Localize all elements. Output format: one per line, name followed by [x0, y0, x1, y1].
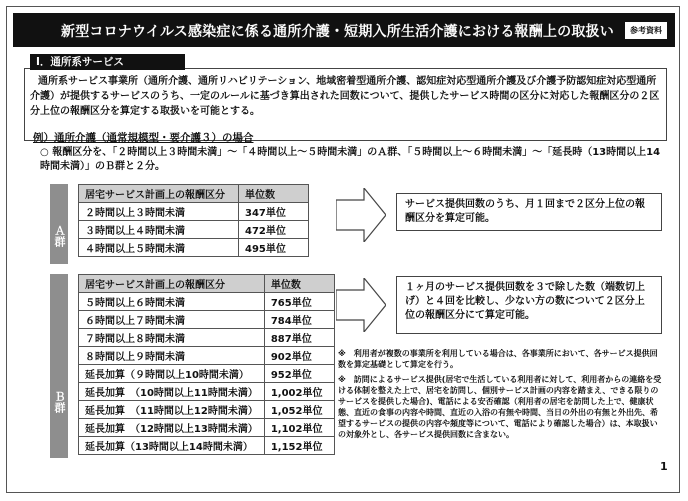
- group-a-callout: サービス提供回数のうち、月１回まで２区分上位の報酬区分を算定可能。: [396, 193, 662, 231]
- table-cell: 1,102単位: [264, 419, 334, 437]
- table-cell: 延長加算 （10時間以上11時間未満）: [79, 383, 265, 401]
- table-cell: ８時間以上９時間未満: [79, 347, 265, 365]
- header-cell: 居宅サービス計画上の報酬区分: [79, 275, 265, 293]
- page-number: 1: [660, 460, 668, 473]
- table-row: [79, 329, 335, 347]
- table-cell: ６時間以上７時間未満: [79, 311, 265, 329]
- group-b-callout: １ヶ月のサービス提供回数を３で除した数（端数切上げ）と４回を比較し、少ない方の数について２区分上位の報酬区分にて算定可能。: [396, 276, 662, 334]
- table-cell: 472単位: [239, 221, 309, 239]
- bullet-mark: ○: [40, 147, 49, 158]
- table-row: [79, 221, 309, 239]
- title-bar: [13, 13, 675, 47]
- reference-badge: 参考資料: [625, 22, 667, 39]
- table-cell: 延長加算 （12時間以上13時間未満）: [79, 419, 265, 437]
- table-cell: 765単位: [264, 293, 334, 311]
- bullet-text: 報酬区分を、「２時間以上３時間未満」～「４時間以上～５時間未満」のＡ群、「５時間以上～６時間未満」～「延長時（13時間以上14時間未満）」のＢ群と２分。: [40, 147, 661, 172]
- table-row: [79, 365, 335, 383]
- table-cell: 1,152単位: [264, 437, 334, 455]
- table-cell: ７時間以上８時間未満: [79, 329, 265, 347]
- table-cell: 延長加算 （11時間以上12時間未満）: [79, 401, 265, 419]
- group-b-table: [78, 274, 335, 455]
- header-cell: 単位数: [239, 185, 309, 203]
- table-cell: ３時間以上４時間未満: [79, 221, 239, 239]
- table-cell: 延長加算（13時間以上14時間未満）: [79, 437, 265, 455]
- header-cell: 居宅サービス計画上の報酬区分: [79, 185, 239, 203]
- table-row: [79, 401, 335, 419]
- header-cell: 単位数: [264, 275, 334, 293]
- table-row: [79, 419, 335, 437]
- table-header-row: [79, 275, 335, 293]
- group-b-tab: Ｂ群: [50, 274, 68, 458]
- table-cell: 495単位: [239, 239, 309, 257]
- table-row: [79, 383, 335, 401]
- table-row: [79, 203, 309, 221]
- group-a-tab: Ａ群: [50, 184, 68, 264]
- table-row: [79, 311, 335, 329]
- notes: [338, 348, 663, 444]
- page-title: 新型コロナウイルス感染症に係る通所介護・短期入所生活介護における報酬上の取扱い: [61, 24, 614, 40]
- table-cell: 1,052単位: [264, 401, 334, 419]
- table-cell: ５時間以上６時間未満: [79, 293, 265, 311]
- note-item: ※ 訪問によるサービス提供(居宅で生活している利用者に対して、利用者からの連絡を受ける体制を整えた上で、居宅を訪問し、個別サービス計画の内容を踏まえ、できる限りのサービスを提供した場合)、電話による安否確認（利用者の居宅を訪問した上で、健康状態、直近の食事の内容や時間、直近の入浴の有無や時間、当日の外出の有無と外出先、希望するサービスの提供の内容や頻度等について、電話により確認した場合）は、本取扱いの対象外とし、各サービス提供回数に含まない。: [338, 375, 662, 439]
- table-cell: 784単位: [264, 311, 334, 329]
- group-a-table: [78, 184, 309, 257]
- example-title: 例）通所介護（通常規模型・要介護３）の場合: [33, 132, 254, 144]
- table-row: [79, 347, 335, 365]
- table-cell: ２時間以上３時間未満: [79, 203, 239, 221]
- table-row: [79, 437, 335, 455]
- table-cell: 1,002単位: [264, 383, 334, 401]
- table-cell: 952単位: [264, 365, 334, 383]
- intro-text: 通所系サービス事業所（通所介護、通所リハビリテーション、地域密着型通所介護、認知症対応型通所介護及び介護予防認知症対応型通所介護）が提供するサービスのうち、一定のルールに基づき算出された回数について、提供したサービス時間の区分に対応した報酬区分の２区分上位の報酬区分を算定する取扱いを可能とする。: [30, 76, 660, 117]
- table-cell: 902単位: [264, 347, 334, 365]
- table-row: [79, 239, 309, 257]
- table-cell: 347単位: [239, 203, 309, 221]
- note-item: ※ 利用者が複数の事業所を利用している場合は、各事業所において、各サービス提供回数を算定基礎として算定を行う。: [338, 349, 658, 369]
- table-header-row: [79, 185, 309, 203]
- table-cell: 延長加算（９時間以上10時間未満）: [79, 365, 265, 383]
- table-cell: 887単位: [264, 329, 334, 347]
- example-bullet: [40, 146, 665, 174]
- table-row: [79, 293, 335, 311]
- section-label: Ⅰ．通所系サービス: [30, 54, 185, 70]
- table-cell: ４時間以上５時間未満: [79, 239, 239, 257]
